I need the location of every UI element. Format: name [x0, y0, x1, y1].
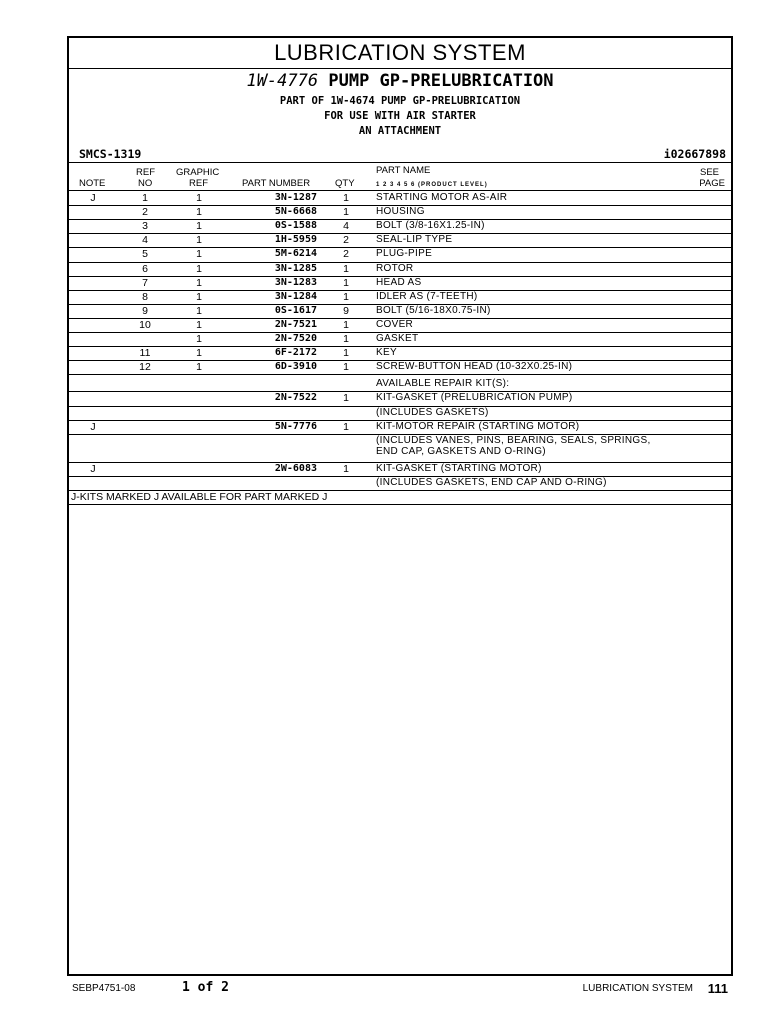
row-graphic-ref: 1 — [196, 290, 202, 303]
row-qty: 1 — [343, 318, 349, 331]
row-part-name: BOLT (3/8-16X1.25-IN) — [376, 220, 485, 232]
row-part-number: 0S-1617 — [274, 304, 317, 316]
row-part-name: (INCLUDES GASKETS, END CAP AND O-RING) — [376, 477, 607, 488]
row-part-name: HOUSING — [376, 206, 425, 218]
col-part-number: PART NUMBER — [242, 178, 311, 189]
subtitle-line-2: FOR USE WITH AIR STARTER — [324, 110, 476, 122]
row-note: J — [90, 192, 96, 204]
row-part-name: SEAL-LIP TYPE — [376, 234, 453, 246]
row-qty: 2 — [343, 248, 349, 261]
row-note: J — [90, 420, 96, 433]
row-part-name: KEY — [376, 347, 397, 359]
row-graphic-ref: 1 — [196, 192, 202, 204]
col-part-name: PART NAME — [376, 165, 431, 176]
row-qty: 9 — [343, 304, 349, 317]
system-title: LUBRICATION SYSTEM — [69, 38, 731, 69]
row-ref-no: 10 — [139, 318, 151, 331]
row-part-name: KIT-MOTOR REPAIR (STARTING MOTOR) — [376, 420, 580, 432]
row-part-number: 2N-7521 — [274, 318, 317, 330]
row-ref-no: 11 — [139, 347, 151, 360]
row-note: J — [90, 462, 96, 475]
row-part-number: 5M-6214 — [274, 248, 317, 260]
header-rule-top — [69, 162, 731, 163]
row-qty: 1 — [343, 392, 349, 405]
row-divider — [69, 346, 731, 347]
subtitle-line-3: AN ATTACHMENT — [358, 125, 442, 137]
row-part-number: 3N-1284 — [274, 290, 317, 302]
row-qty: 1 — [343, 276, 349, 289]
row-part-name: IDLER AS (7-TEETH) — [376, 290, 478, 302]
row-part-number: 6F-2172 — [274, 347, 317, 359]
col-note: NOTE — [79, 178, 106, 189]
row-graphic-ref: 1 — [196, 234, 202, 247]
row-ref-no: 3 — [142, 220, 148, 233]
group-number: 1W-4776 — [246, 71, 319, 91]
row-ref-no: 2 — [142, 206, 148, 219]
row-divider — [69, 374, 731, 375]
row-ref-no: 1 — [142, 192, 148, 204]
footnote: J-KITS MARKED J AVAILABLE FOR PART MARKED J — [71, 491, 328, 504]
row-part-number: 5N-6668 — [274, 206, 317, 218]
row-qty: 1 — [343, 462, 349, 475]
row-qty: 1 — [343, 361, 349, 374]
row-part-number: 6D-3910 — [274, 361, 317, 373]
page-count: 1 of 2 — [182, 980, 229, 995]
row-ref-no: 12 — [139, 361, 151, 374]
col-product-level: 1 2 3 4 5 6 (PRODUCT LEVEL) — [376, 182, 488, 188]
col-ref-no: NO — [138, 178, 153, 189]
group-name: PUMP GP-PRELUBRICATION — [328, 71, 554, 91]
row-part-number: 3N-1285 — [274, 262, 317, 274]
row-part-number: 3N-1283 — [274, 276, 317, 288]
row-part-number: 2N-7522 — [274, 392, 317, 404]
row-part-name: SCREW-BUTTON HEAD (10-32X0.25-IN) — [376, 361, 573, 373]
row-graphic-ref: 1 — [196, 318, 202, 331]
col-graphic-ref: REF — [189, 178, 208, 189]
row-graphic-ref: 1 — [196, 276, 202, 289]
row-qty: 1 — [343, 290, 349, 303]
row-part-name: END CAP, GASKETS AND O-RING) — [376, 445, 546, 457]
row-part-number: 1H-5959 — [274, 234, 317, 246]
col-see: SEE — [699, 167, 719, 178]
row-part-number: 5N-7776 — [274, 420, 317, 432]
row-ref-no: 9 — [142, 304, 148, 317]
row-part-number: 0S-1588 — [274, 220, 317, 232]
row-part-name: KIT-GASKET (PRELUBRICATION PUMP) — [376, 392, 573, 404]
row-part-name: BOLT (5/16-18X0.75-IN) — [376, 304, 491, 316]
row-ref-no: 8 — [142, 290, 148, 303]
smcs-code: SMCS-1319 — [79, 147, 142, 161]
row-part-number: 3N-1287 — [274, 192, 317, 203]
row-part-name: HEAD AS — [376, 276, 422, 288]
row-qty: 1 — [343, 333, 349, 345]
row-qty: 1 — [343, 420, 349, 433]
row-part-name: KIT-GASKET (STARTING MOTOR) — [376, 462, 542, 474]
row-graphic-ref: 1 — [196, 361, 202, 374]
row-part-name: GASKET — [376, 333, 419, 344]
row-part-name: COVER — [376, 318, 414, 330]
footnote-rule — [69, 504, 731, 505]
col-ref: REF — [136, 167, 155, 178]
col-graphic: GRAPHIC — [176, 167, 220, 178]
row-part-number: 2W-6083 — [274, 462, 317, 474]
row-graphic-ref: 1 — [196, 347, 202, 360]
row-ref-no: 6 — [142, 262, 148, 275]
row-graphic-ref: 1 — [196, 262, 202, 275]
row-part-name: STARTING MOTOR AS-AIR — [376, 192, 508, 203]
row-part-name: (INCLUDES GASKETS) — [376, 406, 489, 418]
page-number: 111 — [707, 981, 728, 996]
row-qty: 1 — [343, 192, 349, 204]
row-graphic-ref: 1 — [196, 206, 202, 219]
doc-id: SEBP4751-08 — [72, 983, 136, 994]
row-part-number: 2N-7520 — [274, 333, 317, 344]
section-name: LUBRICATION SYSTEM — [582, 983, 693, 994]
row-qty: 1 — [343, 206, 349, 219]
illustration-id: i02667898 — [663, 147, 726, 161]
col-qty: QTY — [335, 178, 355, 189]
row-part-name: AVAILABLE REPAIR KIT(S): — [376, 378, 510, 390]
row-part-name: ROTOR — [376, 262, 414, 274]
col-page: PAGE — [699, 178, 725, 189]
row-part-name: (INCLUDES VANES, PINS, BEARING, SEALS, SPRINGS, — [376, 434, 651, 446]
group-title — [69, 71, 731, 91]
row-graphic-ref: 1 — [196, 220, 202, 233]
row-qty: 4 — [343, 220, 349, 233]
row-qty: 2 — [343, 234, 349, 247]
parts-list-frame — [67, 36, 733, 976]
header-rule-bottom — [69, 190, 731, 191]
row-graphic-ref: 1 — [196, 333, 202, 345]
subtitle-line-1: PART OF 1W-4674 PUMP GP-PRELUBRICATION — [279, 95, 521, 107]
row-ref-no: 4 — [142, 234, 148, 247]
row-ref-no: 5 — [142, 248, 148, 261]
row-graphic-ref: 1 — [196, 248, 202, 261]
row-ref-no: 7 — [142, 276, 148, 289]
row-graphic-ref: 1 — [196, 304, 202, 317]
row-part-name: PLUG-PIPE — [376, 248, 433, 260]
row-qty: 1 — [343, 347, 349, 360]
row-qty: 1 — [343, 262, 349, 275]
